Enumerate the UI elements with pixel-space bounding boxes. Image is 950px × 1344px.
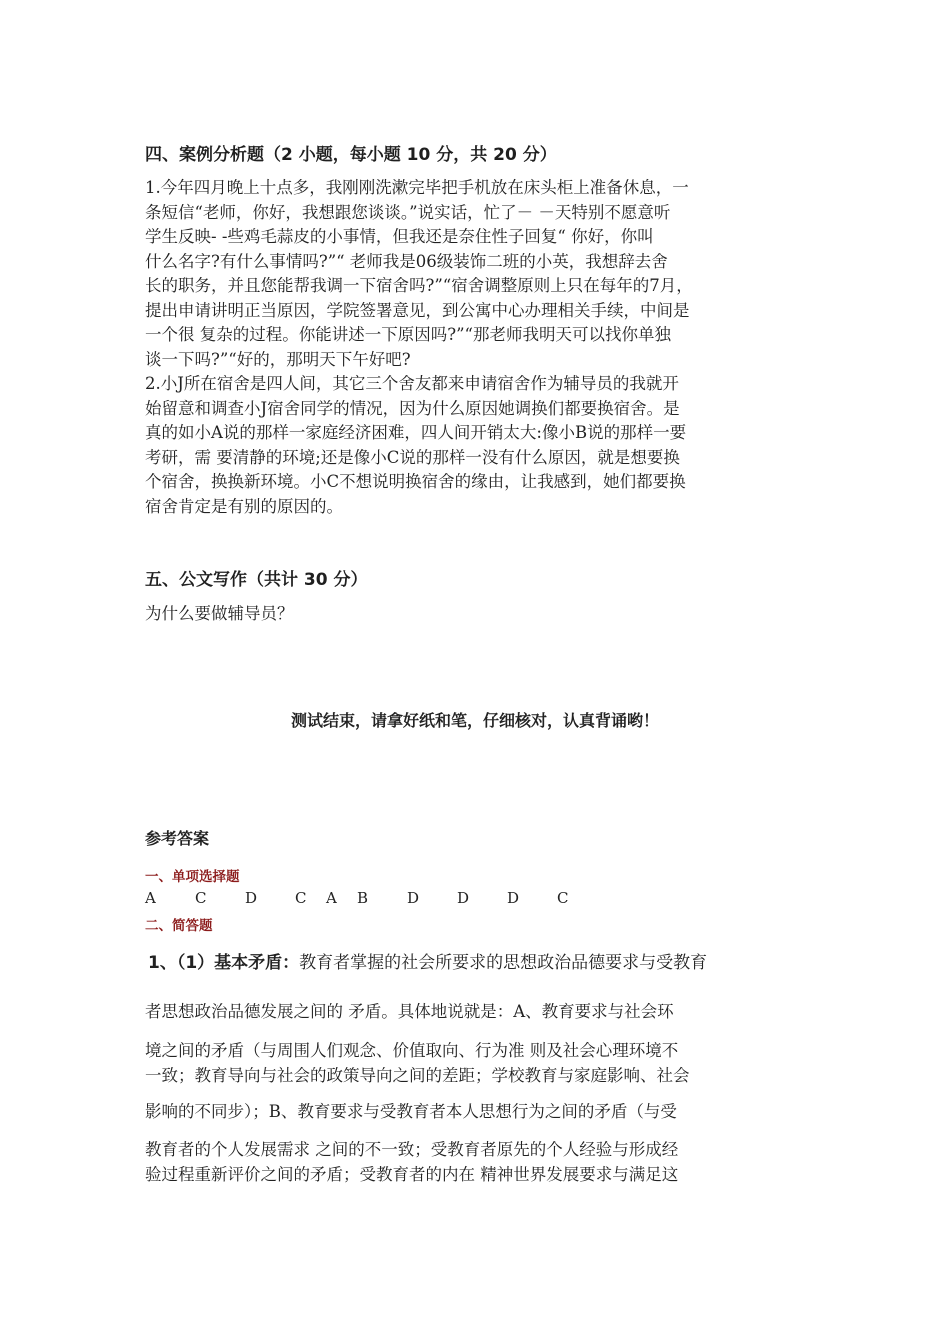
closing-note: 测试结束，请拿好纸和笔，仔细核对，认真背诵哟！ xyxy=(290,711,659,730)
part2-label: 二、简答题 xyxy=(145,918,213,934)
answer-line: 教育者的个人发展需求 之间的不一致；受教育者原先的个人经验与形成经 xyxy=(145,1140,679,1159)
text-line: 学生反映- -些鸡毛蒜皮的小事情，但我还是奈住性子回复“ 你好，你叫 xyxy=(145,227,654,246)
text-line: 考研，需 要清静的环境;还是像小C说的那样一没有什么原因，就是想要换 xyxy=(145,447,680,467)
choice-answer: D xyxy=(457,889,470,907)
text-line: 条短信“老师，你好，我想跟您谈谈。”说实话，忙了－ －天特别不愿意听 xyxy=(145,202,671,222)
choice-answer: D xyxy=(245,889,258,907)
text-line: 提出申请讲明正当原因，学院签署意见，到公寓中心办理相关手续，中间是 xyxy=(145,300,690,320)
answer-line: 者思想政治品德发展之间的 矛盾。具体地说就是：A、教育要求与社会环 xyxy=(145,1002,674,1021)
choice-answers xyxy=(145,889,577,907)
text-line: 宿舍肯定是有别的原因的。 xyxy=(145,496,343,516)
choice-answer: B xyxy=(357,889,369,907)
answer-line: 验过程重新评价之间的矛盾；受教育者的内在 精神世界发展要求与满足这 xyxy=(145,1165,679,1184)
text-line: 2.小J所在宿舍是四人间，其它三个舍友都来申请宿舍作为辅导员的我就开 xyxy=(145,374,679,393)
text-line: 始留意和调查小J宿舍同学的情况，因为什么原因她调换们都要换宿舍。是 xyxy=(145,398,680,418)
text-line: 一个很 复杂的过程。你能讲述一下原因吗?”“那老师我明天可以找你单独 xyxy=(145,325,671,344)
section5-heading: 五、公文写作（共计 30 分） xyxy=(145,570,368,590)
text-line: 个宿舍，换换新环境。小C不想说明换宿舍的缘由，让我感到，她们都要换 xyxy=(145,472,686,491)
choice-answer: C xyxy=(295,889,307,907)
answer-line: 影响的不同步）；B、教育要求与受教育者本人思想行为之间的矛盾（与受 xyxy=(145,1102,677,1121)
answer-line: 一致；教育导向与社会的政策导向之间的差距；学校教育与家庭影响、社会 xyxy=(145,1066,690,1085)
choice-answer: A xyxy=(145,889,156,907)
answer-line: 境之间的矛盾（与周围人们观念、价值取向、行为准 则及社会心理环境不 xyxy=(145,1041,679,1060)
section5-question: 为什么要做辅导员？ xyxy=(145,604,294,623)
choice-answer: D xyxy=(507,889,520,907)
case-paragraph-1 xyxy=(145,176,815,519)
answer1-text: 教育者掌握的社会所要求的思想政治品德要求与受教育 xyxy=(299,953,708,973)
choice-answer: D xyxy=(407,889,420,907)
part1-label: 一、单项选择题 xyxy=(145,869,240,885)
answers-title: 参考答案 xyxy=(145,829,210,848)
text-line: 长的职务，并且您能帮我调一下宿舍吗?”“宿舍调整原则上只在每年的7月， xyxy=(145,276,693,295)
choice-answer: C xyxy=(557,889,569,907)
text-line: 什么名字?有什么事情吗?”“ 老师我是06级装饰二班的小英，我想辞去舍 xyxy=(145,251,668,271)
answer1-first-line xyxy=(148,948,707,973)
text-line: 谈一下吗?”“好的，那明天下午好吧? xyxy=(145,349,411,369)
text-line: 真的如小A说的那样一家庭经济困难，四人间开销太大:像小B说的那样一要 xyxy=(145,423,687,442)
section4-heading: 四、案例分析题（2 小题，每小题 10 分，共 20 分） xyxy=(145,145,557,165)
text-line: 1.今年四月晚上十点多，我刚刚洗漱完毕把手机放在床头柜上准备休息，一 xyxy=(145,178,689,197)
choice-answer: A xyxy=(326,889,337,907)
choice-answer: C xyxy=(195,889,207,907)
answer1-prefix: 1、（1）基本矛盾： xyxy=(148,953,300,973)
